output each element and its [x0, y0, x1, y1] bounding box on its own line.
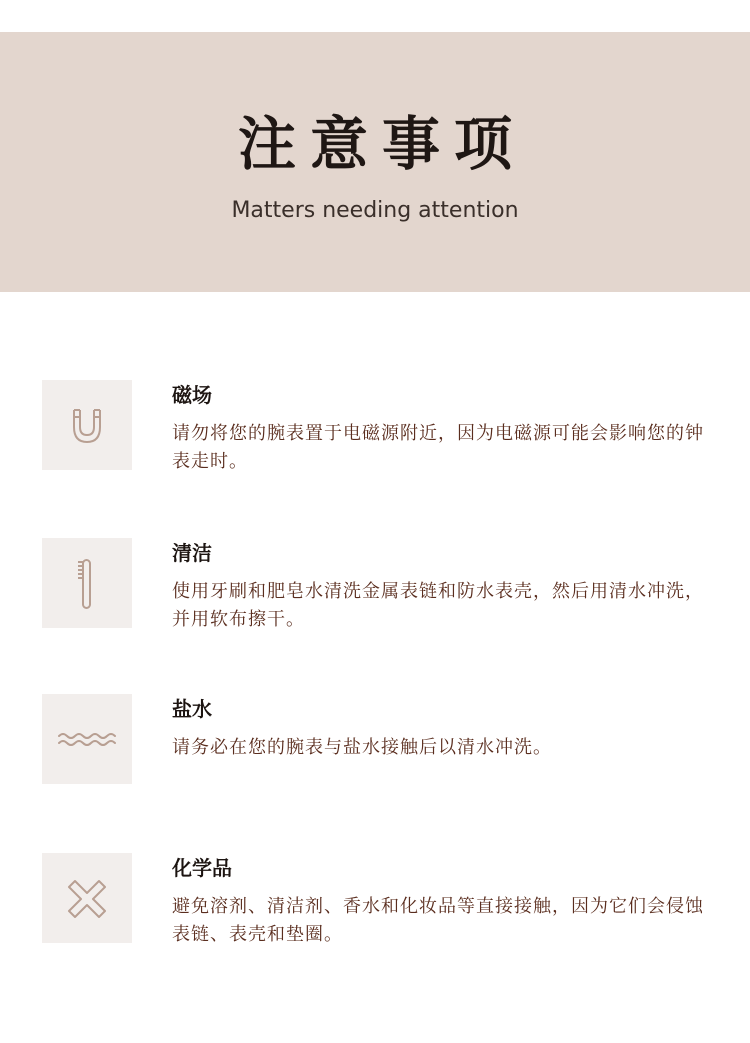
list-item-salt-water: [0, 694, 750, 794]
list-item-magnetic-field: [0, 380, 750, 480]
page-title: 注意事项: [237, 110, 526, 178]
item-title: 清洁: [172, 541, 212, 565]
item-title: 化学品: [172, 856, 232, 880]
item-description: 请务必在您的腕表与盐水接触后以清水冲洗。: [172, 737, 552, 758]
cross-icon: [42, 853, 132, 943]
item-description: 使用牙刷和肥皂水清洗金属表链和防水表壳，然后用清水冲洗，并用软布擦干。: [172, 581, 704, 630]
item-description: 避免溶剂、清洁剂、香水和化妆品等直接接触，因为它们会侵蚀表链、表壳和垫圈。: [172, 896, 704, 945]
page-subtitle: Matters needing attention: [231, 198, 519, 223]
list-item-chemicals: [0, 853, 750, 953]
item-title: 盐水: [172, 697, 212, 721]
item-description: 请勿将您的腕表置于电磁源附近，因为电磁源可能会影响您的钟表走时。: [172, 423, 704, 472]
list-item-cleaning: [0, 538, 750, 638]
magnet-icon: [42, 380, 132, 470]
item-title: 磁场: [172, 383, 212, 407]
toothbrush-icon: [42, 538, 132, 628]
waves-icon: [42, 694, 132, 784]
